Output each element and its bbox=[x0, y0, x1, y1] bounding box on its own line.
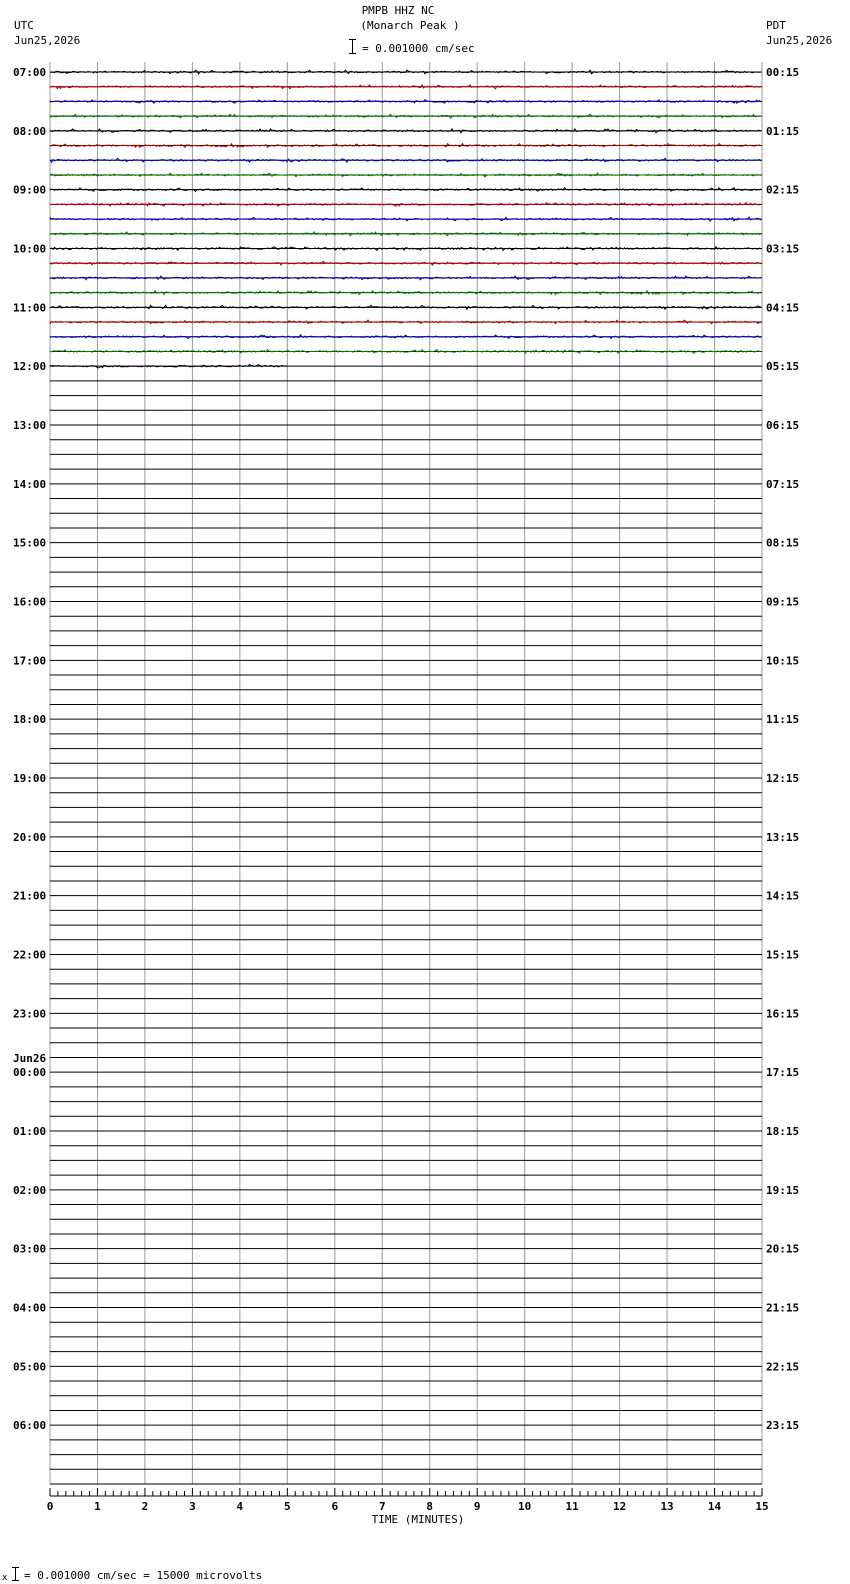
station-title: PMPB HHZ NC bbox=[361, 4, 435, 17]
trace-line bbox=[50, 365, 287, 368]
utc-hour-label: 10:00 bbox=[13, 242, 47, 256]
x-tick-label: 7 bbox=[378, 1500, 386, 1513]
chart-grid bbox=[50, 62, 762, 1484]
utc-hour-label: 17:00 bbox=[13, 654, 47, 668]
trace-line bbox=[50, 158, 761, 162]
site-subtitle: (Monarch Peak ) bbox=[360, 19, 460, 32]
utc-hour-label: 09:00 bbox=[13, 183, 47, 197]
x-tick-label: 13 bbox=[660, 1500, 674, 1513]
utc-hour-label: 16:00 bbox=[13, 595, 47, 609]
utc-hour-label: 04:00 bbox=[13, 1301, 47, 1315]
pdt-hour-label: 00:15 bbox=[766, 66, 800, 79]
utc-hour-label: 02:00 bbox=[13, 1183, 47, 1197]
utc-hour-label: 14:00 bbox=[13, 477, 47, 491]
trace-line bbox=[50, 188, 761, 192]
utc-hour-label: 06:00 bbox=[13, 1419, 47, 1433]
utc-hour-label: 08:00 bbox=[13, 124, 47, 138]
pdt-hour-label: 08:15 bbox=[766, 536, 800, 550]
right-timezone: PDT bbox=[766, 19, 786, 32]
right-date: Jun25,2026 bbox=[766, 34, 833, 47]
pdt-hour-label: 19:15 bbox=[766, 1183, 800, 1197]
utc-hour-label: 07:00 bbox=[13, 66, 47, 79]
pdt-hour-label: 10:15 bbox=[766, 654, 800, 668]
trace-line bbox=[50, 203, 761, 207]
pdt-hour-label: 07:15 bbox=[766, 477, 800, 491]
pdt-hour-label: 21:15 bbox=[766, 1301, 800, 1315]
pdt-hour-label: 06:15 bbox=[766, 419, 800, 432]
pdt-hour-label: 02:15 bbox=[766, 183, 800, 197]
pdt-hour-label: 11:15 bbox=[766, 713, 800, 727]
footer-marker: x bbox=[2, 1573, 8, 1583]
utc-hour-label: 03:00 bbox=[13, 1242, 47, 1256]
utc-hour-label: 15:00 bbox=[13, 536, 47, 550]
x-tick-label: 15 bbox=[755, 1500, 769, 1513]
pdt-hour-label: 20:15 bbox=[766, 1242, 800, 1256]
trace-line bbox=[50, 305, 761, 309]
x-tick-label: 10 bbox=[518, 1500, 532, 1513]
x-tick-label: 11 bbox=[565, 1500, 579, 1513]
day-change-label: Jun26 bbox=[13, 1052, 47, 1066]
trace-line bbox=[50, 232, 761, 236]
trace-line bbox=[50, 70, 761, 74]
x-tick-label: 8 bbox=[426, 1500, 434, 1513]
pdt-hour-label: 17:15 bbox=[766, 1066, 800, 1080]
time-axis bbox=[47, 1488, 769, 1513]
pdt-hour-label: 01:15 bbox=[766, 124, 800, 138]
trace-line bbox=[50, 217, 761, 221]
footer-scale-label: = 0.001000 cm/sec = 15000 microvolts bbox=[24, 1569, 263, 1582]
pdt-hour-label: 03:15 bbox=[766, 242, 800, 256]
utc-hour-label: 11:00 bbox=[13, 301, 47, 315]
trace-line bbox=[50, 247, 761, 251]
trace-line bbox=[50, 100, 761, 104]
pdt-hour-label: 15:15 bbox=[766, 948, 800, 962]
pdt-hour-label: 18:15 bbox=[766, 1125, 800, 1138]
left-timezone: UTC bbox=[14, 19, 34, 32]
x-tick-label: 4 bbox=[236, 1500, 244, 1513]
utc-hour-label: 22:00 bbox=[13, 948, 47, 962]
left-date: Jun25,2026 bbox=[14, 34, 81, 47]
utc-hour-label: 12:00 bbox=[13, 360, 47, 374]
x-tick-label: 6 bbox=[331, 1500, 339, 1513]
utc-hour-label: 13:00 bbox=[13, 419, 47, 432]
pdt-hour-label: 13:15 bbox=[766, 830, 800, 844]
utc-hour-label: 05:00 bbox=[13, 1360, 47, 1374]
x-tick-label: 5 bbox=[284, 1500, 291, 1513]
x-tick-label: 3 bbox=[189, 1500, 196, 1513]
trace-line bbox=[50, 85, 761, 89]
pdt-hour-label: 09:15 bbox=[766, 595, 800, 609]
x-tick-label: 12 bbox=[612, 1500, 627, 1513]
x-tick-label: 2 bbox=[141, 1500, 149, 1513]
trace-line bbox=[50, 129, 761, 133]
footer-scale-bar-icon bbox=[12, 1567, 19, 1581]
utc-hour-label: 19:00 bbox=[13, 772, 47, 785]
pdt-hour-label: 23:15 bbox=[766, 1419, 800, 1433]
utc-hour-label: 00:00 bbox=[13, 1066, 47, 1080]
utc-hour-label: 20:00 bbox=[13, 830, 47, 844]
trace-line bbox=[50, 350, 761, 354]
pdt-hour-label: 05:15 bbox=[766, 360, 800, 374]
scale-label: = 0.001000 cm/sec bbox=[362, 42, 475, 55]
pdt-hour-label: 04:15 bbox=[766, 301, 800, 315]
utc-hour-label: 01:00 bbox=[13, 1125, 47, 1138]
pdt-hour-label: 22:15 bbox=[766, 1360, 800, 1374]
pdt-hour-label: 16:15 bbox=[766, 1007, 800, 1021]
utc-hour-label: 21:00 bbox=[13, 889, 47, 903]
x-tick-label: 14 bbox=[707, 1500, 722, 1513]
utc-hour-label: 23:00 bbox=[13, 1007, 47, 1021]
x-tick-label: 1 bbox=[94, 1500, 101, 1513]
pdt-hour-label: 12:15 bbox=[766, 772, 800, 785]
x-axis-title: TIME (MINUTES) bbox=[371, 1513, 465, 1526]
x-tick-label: 0 bbox=[46, 1500, 54, 1513]
utc-hour-label: 18:00 bbox=[13, 713, 47, 727]
x-tick-label: 9 bbox=[473, 1500, 481, 1513]
scale-bar-icon bbox=[349, 39, 356, 54]
pdt-hour-label: 14:15 bbox=[766, 889, 800, 903]
